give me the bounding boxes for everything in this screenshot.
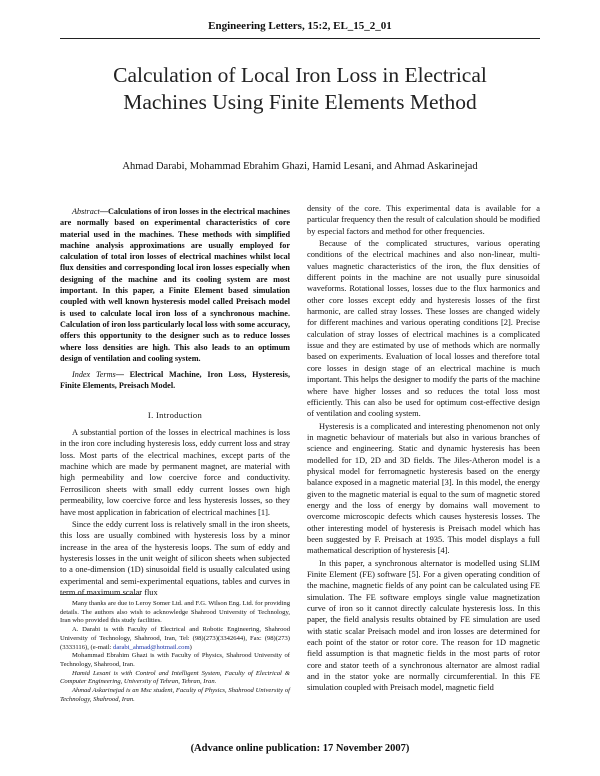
intro-paragraph-1: A substantial portion of the losses in electrical machines is loss in the iron core including hysteresis loss, eddy current loss and stray loss. Most parts of the electrical machines, except parts of the machine which are made by permanent magnet, are material with high permeability and low coercive force and conductivity. Ferrosilicon sheets with small eddy current losses own high permeability, low coercive force and less hysteresis losses, so they have most application in fabrication of electrical machines [1]. bbox=[60, 428, 290, 517]
section-heading-introduction: I. Introduction bbox=[147, 409, 203, 420]
right-paragraph-2: Because of the complicated structures, various operating conditions of the electrical machines and also non-linear, multi-values magnetic characteristics of the iron, the flux densities of different points in the machine are not usually pure sinusoidal waveforms. Rotational losses, losses due to the flux harmonics and other core losses except eddy and hysteresis losses of the first harmonic, are called stray losses. These losses are changed widely for different machines and various operating conditions [2]. Precise calculation of stray losses of electrical machines is a complicated issue and they are estimated by use of methods which are normally based on experiments. Evaluation of local losses and therefore total core losses in design stage of an electrical machine is much important. This helps the designer to modify the parts of the machine where have higher losses and so reduces the total loss most efficiently. This can also be used for optimum cost-effective design of ventilation and cooling system. bbox=[307, 239, 540, 419]
right-paragraph-1: density of the core. This experimental data is available for a particular frequency then the result of calculation should be modified by especial factors and method for other frequencies. bbox=[307, 204, 540, 236]
index-terms-text: — Electrical Machine, Iron Loss, Hysteresis, Finite Elements, Preisach Model. bbox=[60, 370, 291, 391]
right-paragraph-3: Hysteresis is a complicated and interesting phenomenon not only in magnetic behaviour of materials but also in various branches of science and engineering. Static and dynamic hysteresis has been modelled for 1D, 2D and 3D fields. The Jiles-Atheron model is a physical model for ferromagnetic hysteresis based on the energy balance exposed in a magnetic material [3]. In this model, the energy given to the magnetic material is equal to the sum of magnetic stored energy and the loss of energy by domains wall movement to overcome microscopic defects which causes hysteresis losses. The other interesting model of hysteresis is Preisach model which has been suggested by F. Preisach at 1935. This model displays a full mathematical description of hysteresis [4]. bbox=[307, 421, 540, 556]
publication-footer: (Advance online publication: 17 November 2007) bbox=[190, 743, 410, 754]
header-rule bbox=[60, 38, 540, 39]
abstract-label: Abstract bbox=[72, 207, 100, 216]
title-line-1: Calculation of Local Iron Loss in Electrical bbox=[113, 63, 487, 87]
footnote-thanks: Many thanks are due to Leroy Somer Ltd. and F.G. Wilson Eng. Ltd. for providing details. The authors also wish to acknowledge Shahrood University of Technology, Iran who provided this study facilities. bbox=[60, 600, 290, 625]
index-terms-label: Index Terms bbox=[72, 370, 116, 380]
journal-header: Engineering Letters, 15:2, EL_15_2_01 bbox=[208, 20, 392, 32]
intro-paragraph-2: Since the eddy current loss is relatively small in the iron sheets, this loss are usually combined with hysteresis loss by a minor increase in the area of the hysteresis loops. The sum of eddy and hysteresis losses in the unit weight of silicon sheets when subjected to a one-dimension (1D) sinusoidal field is usually calculated using experimental and semi-experimental equations, tables and curves in term of maximum scalar flux bbox=[60, 519, 290, 597]
title-line-2: Machines Using Finite Elements Method bbox=[123, 90, 477, 114]
index-terms bbox=[60, 369, 290, 392]
abstract bbox=[60, 206, 290, 364]
paper-title bbox=[40, 62, 560, 116]
footnote-darabi: A. Darabi is with Faculty of Electrical and Robotic Engineering, Shahrood University of Technology, Shahrood, Iran, Tel: (98)(273)(3342644), Fax: (98)(273)(3333116), (e-mail: darabi_ahmad@hotmail.com) bbox=[60, 626, 290, 651]
right-paragraph-4: In this paper, a synchronous alternator is modelled using SLIM Finite Element (FE) software [5]. For a given operating condition of the machine, magnetic fields of any point can be calculated using FE simulation. The FE software employs single value magnetization curve of iron so it cannot directly calculate hysteresis loss. In this paper, the field analysis results obtained by FE simulation are used with static scalar Preisach model and iron losses are determined for each point of the stator or rotor core. The reason for 1D magnetic field assumption is that magnetic fields in the most parts of rotor core and stator teeth of a synchronous alternator are almost radial and in the stator yoke are normally circumferential. In this FE simulation coupled with Preisach model, magnetic field bbox=[307, 558, 540, 693]
introduction-body bbox=[60, 427, 290, 598]
footnote-askarinejad: Ahmad Askarinejad is an Msc student, Faculty of Physics, Shahrood University of Technology, Shahrood, Iran. bbox=[60, 687, 290, 703]
footnotes bbox=[60, 600, 290, 704]
footnote-rule bbox=[60, 594, 140, 595]
footnote-ghazi: Mohammad Ebrahim Ghazi is with Faculty of Physics, Shahrood University of Technology, Shahrood, Iran. bbox=[60, 652, 290, 668]
authors: Ahmad Darabi, Mohammad Ebrahim Ghazi, Hamid Lesani, and Ahmad Askarinejad bbox=[122, 161, 478, 172]
darabi-email-link[interactable]: darabi_ahmad@hotmail.com bbox=[113, 643, 190, 651]
footnote-lesani: Hamid Lesani is with Control and Intelligent System, Faculty of Electrical & Computer Engineering, University of Tehran, Tehran, Iran. bbox=[60, 669, 290, 686]
right-column bbox=[307, 203, 540, 695]
abstract-text: —Calculations of iron losses in the electrical machines are normally based on experimental characteristics of core material used in the machines. These methods with simplified machine analysis approximations are usually employed for calculation of total iron losses of electrical machines whilst local flux densities and corresponding local iron losses especially when designing of the machine and its cooling system are most important. In this paper, a Finite Element based simulation coupled with well known hysteresis model called Preisach model is used to calculate local iron loss of a synchronous machine. Calculation of iron loss particularly local loss with some accuracy, offers this opportunity to the designer such as to reduce losses where loss densities are high. This also leads to an optimum design of ventilation and cooling system. bbox=[60, 207, 290, 363]
left-column bbox=[60, 206, 290, 599]
